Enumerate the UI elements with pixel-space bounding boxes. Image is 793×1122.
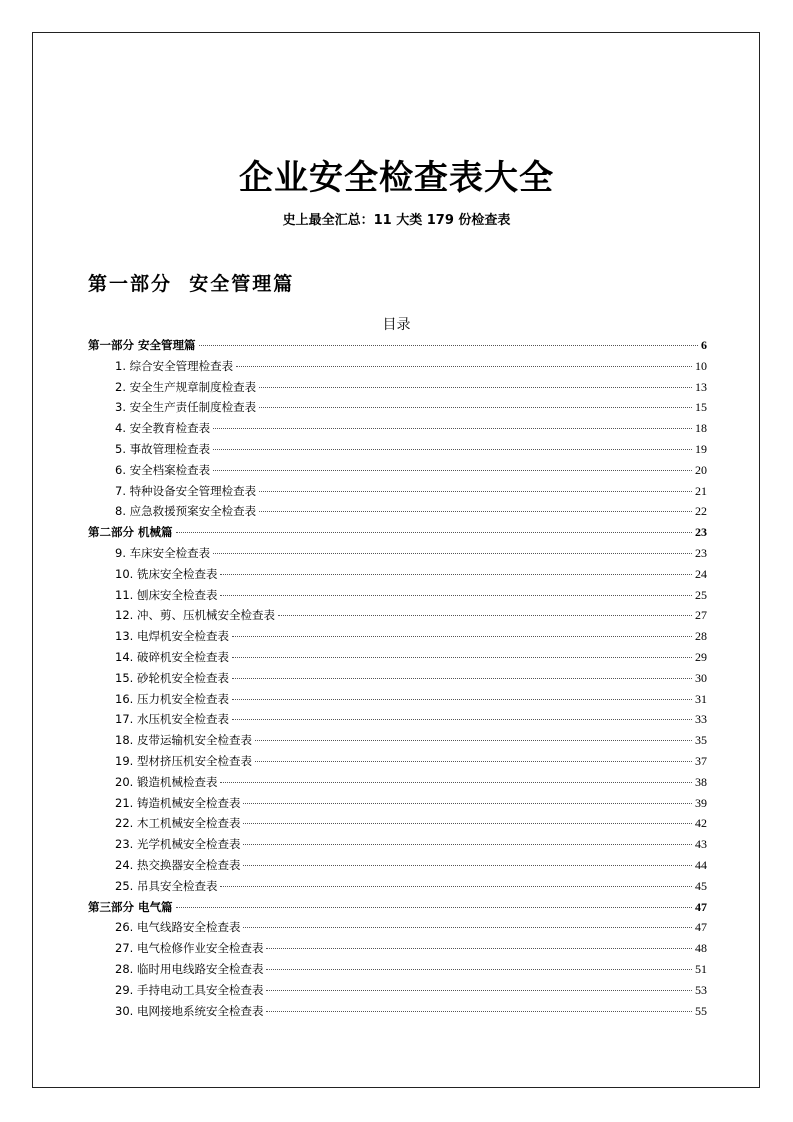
toc-entry-label: 26. 电气线路安全检查表 bbox=[115, 920, 241, 935]
toc-dot-leader bbox=[220, 886, 692, 887]
toc-entry-page-number: 45 bbox=[695, 878, 707, 893]
toc-entry-label: 5. 事故管理检查表 bbox=[115, 441, 211, 456]
toc-dot-leader bbox=[232, 719, 692, 720]
toc-entry-page-number: 22 bbox=[695, 504, 707, 519]
toc-entry-label: 11. 刨床安全检查表 bbox=[115, 587, 218, 602]
toc-entry-label: 7. 特种设备安全管理检查表 bbox=[115, 483, 257, 498]
toc-dot-leader bbox=[259, 407, 692, 408]
toc-item-entry[interactable] bbox=[88, 397, 707, 418]
toc-item-entry[interactable] bbox=[88, 938, 707, 959]
toc-dot-leader bbox=[176, 532, 692, 533]
toc-item-entry[interactable] bbox=[88, 772, 707, 793]
toc-entry-label: 24. 热交换器安全检查表 bbox=[115, 857, 241, 872]
toc-entry-page-number: 39 bbox=[695, 795, 707, 810]
toc-entry-page-number: 44 bbox=[695, 857, 707, 872]
toc-entry-page-number: 10 bbox=[695, 358, 707, 373]
document-title: 企业安全检查表大全 bbox=[239, 158, 554, 198]
toc-entry-page-number: 13 bbox=[695, 379, 707, 394]
toc-dot-leader bbox=[266, 969, 692, 970]
toc-dot-leader bbox=[213, 470, 692, 471]
toc-dot-leader bbox=[243, 927, 692, 928]
toc-entry-page-number: 30 bbox=[695, 670, 707, 685]
toc-entry-label: 6. 安全档案检查表 bbox=[115, 462, 211, 477]
toc-entry-label: 17. 水压机安全检查表 bbox=[115, 712, 229, 727]
table-of-contents bbox=[88, 335, 707, 1021]
toc-item-entry[interactable] bbox=[88, 605, 707, 626]
toc-entry-label: 9. 车床安全检查表 bbox=[115, 545, 211, 560]
toc-item-entry[interactable] bbox=[88, 377, 707, 398]
toc-part-entry[interactable] bbox=[88, 897, 707, 918]
toc-entry-label: 3. 安全生产责任制度检查表 bbox=[115, 400, 257, 415]
toc-dot-leader bbox=[176, 907, 692, 908]
toc-dot-leader bbox=[236, 366, 692, 367]
toc-entry-label: 2. 安全生产规章制度检查表 bbox=[115, 379, 257, 394]
toc-dot-leader bbox=[243, 823, 692, 824]
toc-entry-label: 13. 电焊机安全检查表 bbox=[115, 629, 229, 644]
toc-item-entry[interactable] bbox=[88, 647, 707, 668]
toc-item-entry[interactable] bbox=[88, 959, 707, 980]
toc-entry-page-number: 25 bbox=[695, 587, 707, 602]
toc-entry-page-number: 31 bbox=[695, 691, 707, 706]
toc-entry-label: 25. 吊具安全检查表 bbox=[115, 878, 218, 893]
toc-entry-label: 14. 破碎机安全检查表 bbox=[115, 649, 229, 664]
toc-heading: 目录 bbox=[382, 317, 411, 333]
toc-entry-label: 28. 临时用电线路安全检查表 bbox=[115, 961, 264, 976]
toc-entry-page-number: 47 bbox=[695, 920, 707, 935]
toc-entry-page-number: 19 bbox=[695, 441, 707, 456]
toc-entry-page-number: 48 bbox=[695, 941, 707, 956]
toc-entry-page-number: 35 bbox=[695, 733, 707, 748]
toc-item-entry[interactable] bbox=[88, 564, 707, 585]
toc-entry-label: 4. 安全教育检查表 bbox=[115, 421, 211, 436]
toc-item-entry[interactable] bbox=[88, 855, 707, 876]
toc-item-entry[interactable] bbox=[88, 917, 707, 938]
toc-entry-label: 29. 手持电动工具安全检查表 bbox=[115, 982, 264, 997]
toc-entry-page-number: 53 bbox=[695, 982, 707, 997]
toc-item-entry[interactable] bbox=[88, 543, 707, 564]
toc-item-entry[interactable] bbox=[88, 356, 707, 377]
toc-entry-label: 第一部分 安全管理篇 bbox=[88, 338, 196, 352]
toc-item-entry[interactable] bbox=[88, 585, 707, 606]
toc-item-entry[interactable] bbox=[88, 980, 707, 1001]
toc-item-entry[interactable] bbox=[88, 439, 707, 460]
toc-entry-label: 19. 型材挤压机安全检查表 bbox=[115, 753, 252, 768]
toc-entry-page-number: 33 bbox=[695, 712, 707, 727]
toc-dot-leader bbox=[259, 387, 692, 388]
toc-item-entry[interactable] bbox=[88, 709, 707, 730]
toc-entry-label: 27. 电气检修作业安全检查表 bbox=[115, 941, 264, 956]
toc-entry-page-number: 28 bbox=[695, 629, 707, 644]
toc-item-entry[interactable] bbox=[88, 668, 707, 689]
toc-entry-label: 16. 压力机安全检查表 bbox=[115, 691, 229, 706]
toc-item-entry[interactable] bbox=[88, 501, 707, 522]
toc-entry-page-number: 6 bbox=[701, 338, 707, 352]
toc-item-entry[interactable] bbox=[88, 626, 707, 647]
toc-entry-label: 23. 光学机械安全检查表 bbox=[115, 837, 241, 852]
toc-item-entry[interactable] bbox=[88, 793, 707, 814]
toc-entry-page-number: 15 bbox=[695, 400, 707, 415]
toc-dot-leader bbox=[278, 615, 692, 616]
toc-dot-leader bbox=[259, 491, 692, 492]
toc-dot-leader bbox=[255, 740, 692, 741]
toc-entry-page-number: 55 bbox=[695, 1003, 707, 1018]
toc-dot-leader bbox=[266, 1011, 692, 1012]
toc-item-entry[interactable] bbox=[88, 730, 707, 751]
toc-item-entry[interactable] bbox=[88, 751, 707, 772]
toc-part-entry[interactable] bbox=[88, 335, 707, 356]
toc-item-entry[interactable] bbox=[88, 481, 707, 502]
toc-entry-page-number: 29 bbox=[695, 649, 707, 664]
toc-item-entry[interactable] bbox=[88, 418, 707, 439]
toc-item-entry[interactable] bbox=[88, 876, 707, 897]
toc-dot-leader bbox=[243, 865, 692, 866]
toc-entry-label: 10. 铣床安全检查表 bbox=[115, 566, 218, 581]
toc-entry-label: 20. 锻造机械检查表 bbox=[115, 774, 218, 789]
toc-dot-leader bbox=[220, 574, 692, 575]
toc-dot-leader bbox=[220, 782, 692, 783]
toc-entry-label: 15. 砂轮机安全检查表 bbox=[115, 670, 229, 685]
toc-dot-leader bbox=[266, 948, 692, 949]
toc-entry-label: 1. 综合安全管理检查表 bbox=[115, 358, 234, 373]
toc-item-entry[interactable] bbox=[88, 834, 707, 855]
toc-item-entry[interactable] bbox=[88, 689, 707, 710]
toc-entry-page-number: 47 bbox=[695, 899, 707, 914]
toc-dot-leader bbox=[232, 636, 692, 637]
toc-entry-page-number: 43 bbox=[695, 837, 707, 852]
toc-dot-leader bbox=[232, 699, 692, 700]
toc-entry-page-number: 42 bbox=[695, 816, 707, 831]
toc-dot-leader bbox=[199, 345, 698, 346]
toc-dot-leader bbox=[213, 553, 692, 554]
toc-entry-label: 21. 铸造机械安全检查表 bbox=[115, 795, 241, 810]
toc-entry-label: 18. 皮带运输机安全检查表 bbox=[115, 733, 252, 748]
toc-dot-leader bbox=[259, 511, 692, 512]
toc-dot-leader bbox=[220, 595, 692, 596]
toc-entry-page-number: 21 bbox=[695, 483, 707, 498]
section-heading: 第一部分 安全管理篇 bbox=[88, 273, 295, 295]
toc-entry-label: 8. 应急救援预案安全检查表 bbox=[115, 504, 257, 519]
toc-entry-page-number: 23 bbox=[695, 525, 707, 540]
toc-entry-label: 第二部分 机械篇 bbox=[88, 525, 173, 540]
toc-entry-page-number: 23 bbox=[695, 545, 707, 560]
toc-dot-leader bbox=[213, 449, 692, 450]
toc-dot-leader bbox=[232, 657, 692, 658]
toc-item-entry[interactable] bbox=[88, 1001, 707, 1022]
toc-entry-label: 第三部分 电气篇 bbox=[88, 899, 173, 914]
toc-entry-page-number: 51 bbox=[695, 961, 707, 976]
toc-entry-page-number: 18 bbox=[695, 421, 707, 436]
toc-entry-label: 12. 冲、剪、压机械安全检查表 bbox=[115, 608, 275, 623]
toc-dot-leader bbox=[232, 678, 692, 679]
toc-entry-page-number: 24 bbox=[695, 566, 707, 581]
toc-entry-label: 22. 木工机械安全检查表 bbox=[115, 816, 241, 831]
toc-dot-leader bbox=[266, 990, 692, 991]
toc-part-entry[interactable] bbox=[88, 522, 707, 543]
toc-dot-leader bbox=[213, 428, 692, 429]
toc-entry-page-number: 37 bbox=[695, 753, 707, 768]
toc-entry-page-number: 27 bbox=[695, 608, 707, 623]
toc-dot-leader bbox=[243, 803, 692, 804]
document-subtitle: 史上最全汇总：11 大类 179 份检查表 bbox=[282, 213, 511, 228]
toc-dot-leader bbox=[255, 761, 692, 762]
toc-entry-page-number: 38 bbox=[695, 774, 707, 789]
toc-dot-leader bbox=[243, 844, 692, 845]
toc-entry-page-number: 20 bbox=[695, 462, 707, 477]
toc-entry-label: 30. 电网接地系统安全检查表 bbox=[115, 1003, 264, 1018]
toc-item-entry[interactable] bbox=[88, 813, 707, 834]
toc-item-entry[interactable] bbox=[88, 460, 707, 481]
